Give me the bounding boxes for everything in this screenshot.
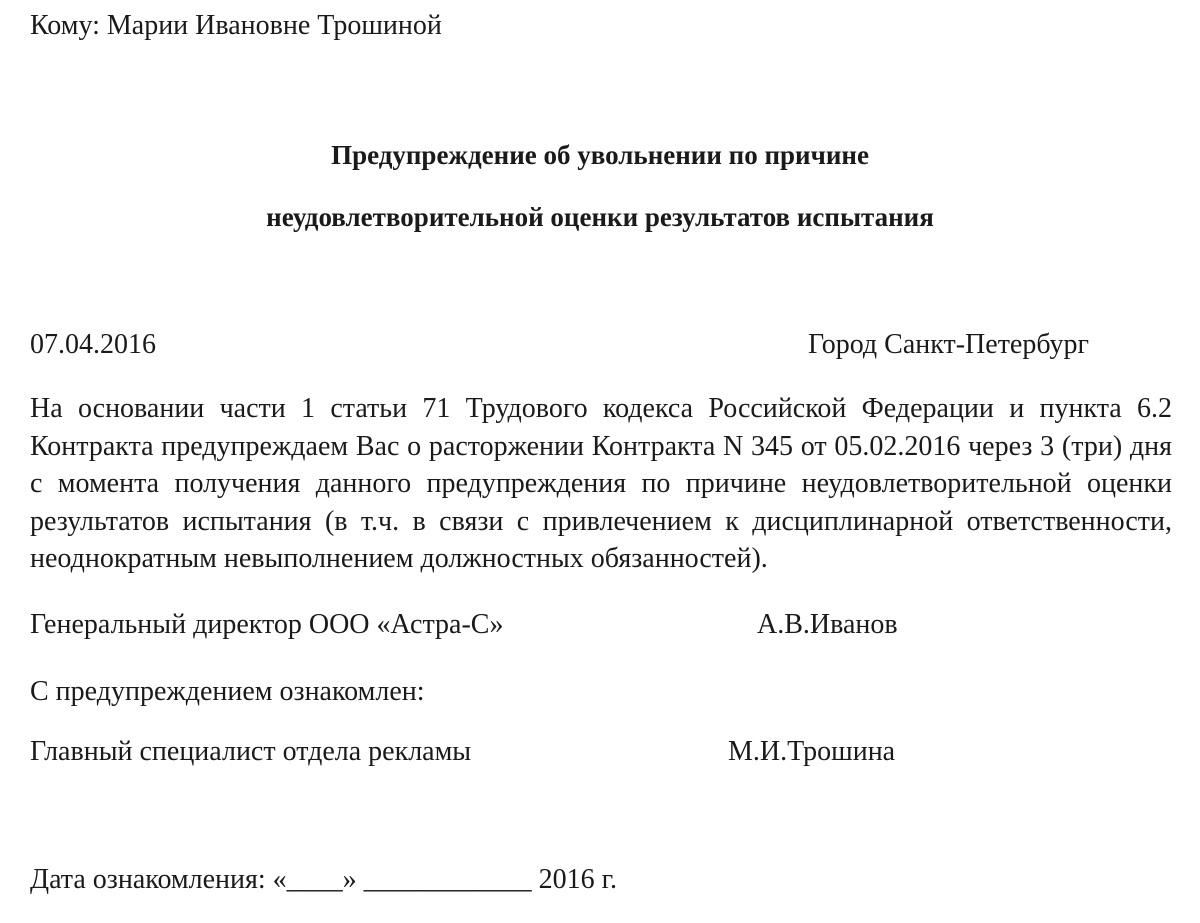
document-title-line-2: неудовлетворительной оценки результатов испытания <box>266 202 934 232</box>
document-title-line-1: Предупреждение об увольнении по причине <box>331 140 869 170</box>
acknowledgement-label: С предупреждением ознакомлен: <box>30 676 425 707</box>
body-paragraph: На основании части 1 статьи 71 Трудового кодекса Российской Федерации и пункта 6.2 Контракта предупреждаем Вас о расторжении Контракта N 345 от 05.02.2016 через 3 (три) дня с момента получения данного предупреждения по причине неудовлетворительной оценки результатов испытания (в т.ч. в связи с привлечением к дисциплинарной ответственности, неоднократным невыполнением должностных обязанностей). <box>30 393 1172 574</box>
signatory-name: А.В.Иванов <box>757 609 898 640</box>
acknowledgement-date: Дата ознакомления: «____» ____________ 2016 г. <box>30 864 618 895</box>
addressee: Кому: Марии Ивановне Трошиной <box>30 10 442 41</box>
document-date: 07.04.2016 <box>30 329 156 360</box>
employee-role: Главный специалист отдела рекламы <box>30 736 472 767</box>
employee-name: М.И.Трошина <box>728 736 896 767</box>
document-city: Город Санкт-Петербург <box>808 329 1090 360</box>
signatory-role: Генеральный директор ООО «Астра-С» <box>30 609 504 640</box>
